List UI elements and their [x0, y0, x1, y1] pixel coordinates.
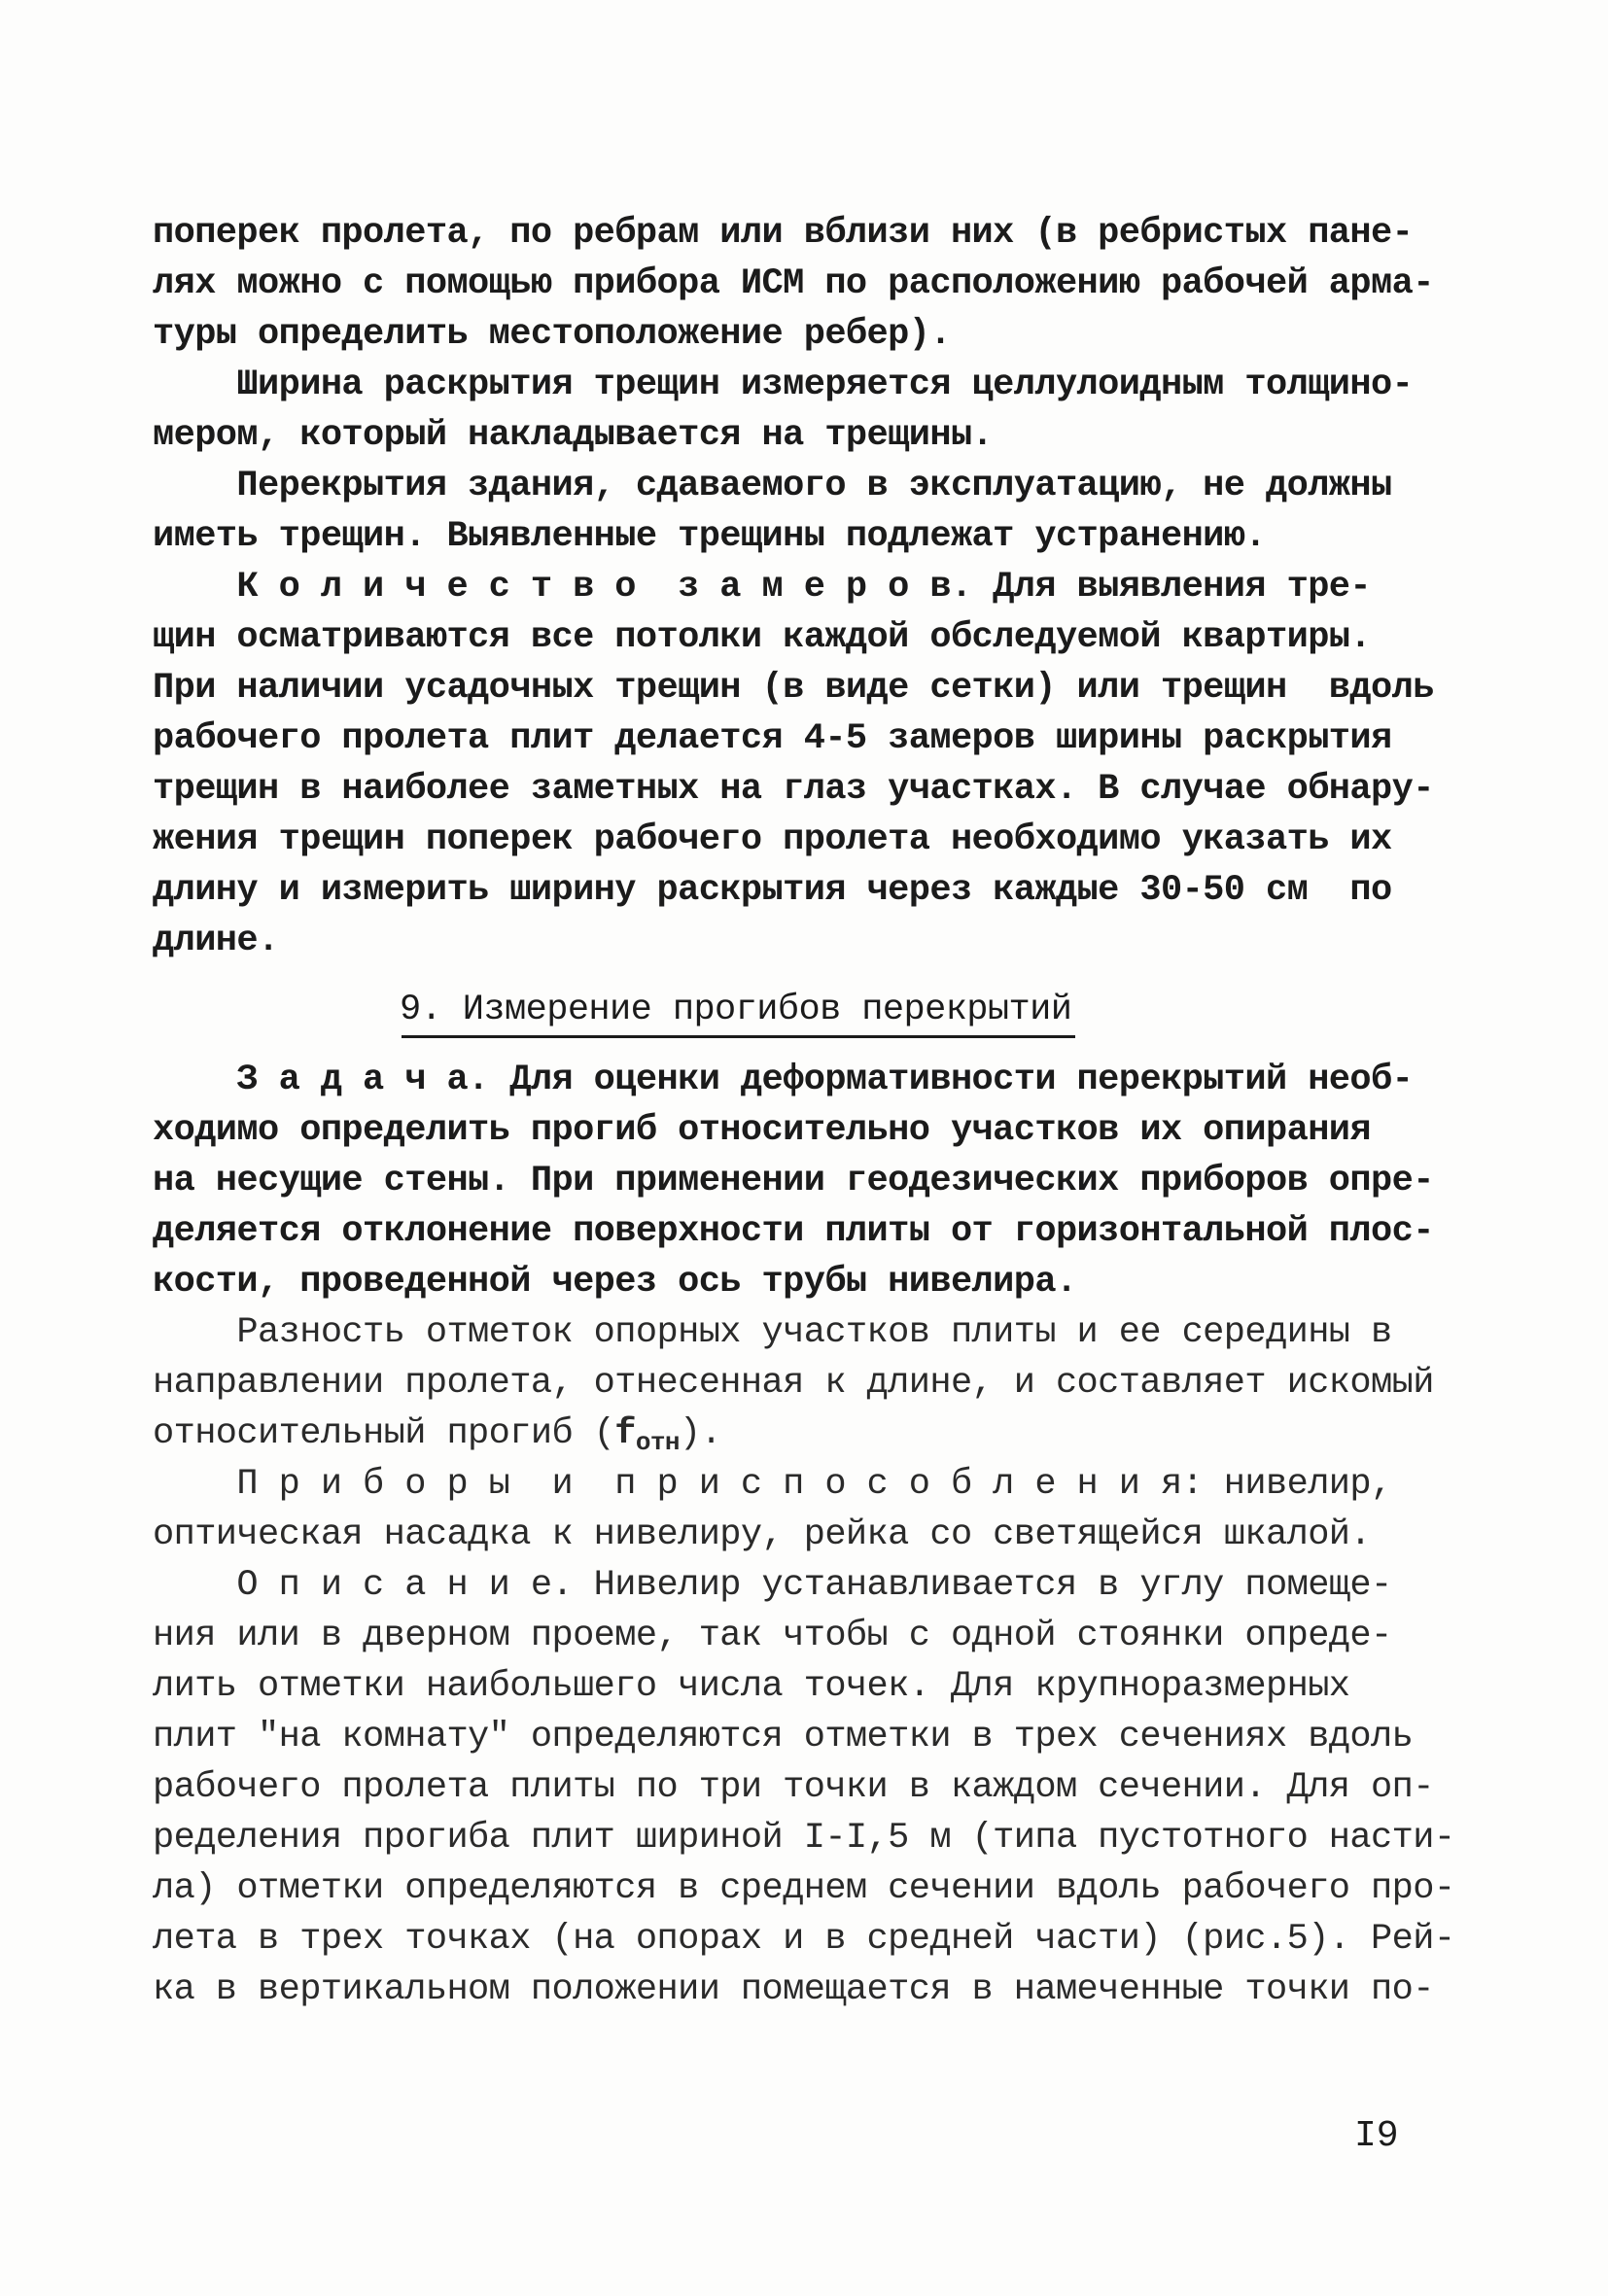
text-line: О п и с а н и е. Нивелир устанавливается в углу помеще-: [153, 1565, 1392, 1606]
text-line: Перекрытия здания, сдаваемого в эксплуатацию, не должны: [153, 466, 1392, 506]
text-line: ния или в дверном проеме, так чтобы с одной стоянки опреде-: [153, 1616, 1392, 1656]
page-number: I9: [1354, 2115, 1399, 2157]
text-line: иметь трещин. Выявленные трещины подлежат устранению.: [153, 516, 1266, 557]
text-line: оптическая насадка к нивелиру, рейка со светящейся шкалой.: [153, 1514, 1372, 1555]
text-line: ка в вертикальном положении помещается в намеченные точки по-: [153, 1969, 1434, 2010]
text-line: лить отметки наибольшего числа точек. Для крупноразмерных: [153, 1666, 1350, 1707]
formula-symbol: f: [614, 1413, 636, 1454]
text-line: длине.: [153, 921, 279, 961]
text-line: рабочего пролета плиты по три точки в каждом сечении. Для оп-: [153, 1767, 1434, 1808]
text-line: кости, проведенной через ось трубы нивелира.: [153, 1262, 1077, 1303]
text-line: ходимо определить прогиб относительно участков их опирания: [153, 1110, 1372, 1151]
text-line: жения трещин поперек рабочего пролета необходимо указать их: [153, 819, 1392, 860]
text-line: деляется отклонение поверхности плиты от горизонтальной плос-: [153, 1211, 1434, 1252]
formula-prefix: относительный прогиб (: [153, 1413, 615, 1454]
text-line: туры определить местоположение ребер).: [153, 314, 951, 355]
text-line: П р и б о р ы и п р и с п о с о б л е н и я: нивелир,: [153, 1464, 1392, 1505]
text-line: плит "на комнату" определяются отметки в трех сечениях вдоль: [153, 1717, 1414, 1757]
text-line: ределения прогиба плит шириной I-I,5 м (типа пустотного насти-: [153, 1818, 1455, 1859]
formula-suffix: ).: [679, 1413, 722, 1454]
text-line: К о л и ч е с т в о з а м е р о в. Для выявления тре-: [153, 567, 1372, 608]
text-line: трещин в наиболее заметных на глаз участках. В случае обнару-: [153, 769, 1434, 810]
text-line: Разность отметок опорных участков плиты и ее середины в: [153, 1312, 1392, 1353]
text-line: на несущие стены. При применении геодезических приборов опре-: [153, 1161, 1434, 1201]
section-heading: 9. Измерение прогибов перекрытий: [400, 990, 1072, 1030]
text-line: длину и измерить ширину раскрытия через каждые 30-50 см по: [153, 870, 1392, 911]
text-line: ла) отметки определяются в среднем сечении вдоль рабочего про-: [153, 1868, 1455, 1909]
text-line: поперек пролета, по ребрам или вблизи них (в ребристых пане-: [153, 213, 1414, 254]
text-line: лях можно с помощью прибора ИСМ по расположению рабочей арма-: [153, 263, 1434, 304]
text-line: рабочего пролета плит делается 4-5 замеров ширины раскрытия: [153, 718, 1392, 759]
text-line: Ширина раскрытия трещин измеряется целлулоидным толщино-: [153, 365, 1414, 405]
text-line: направлении пролета, отнесенная к длине, и составляет искомый: [153, 1363, 1434, 1404]
text-line: З а д а ч а. Для оценки деформативности перекрытий необ-: [153, 1060, 1414, 1100]
text-line: лета в трех точках (на опорах и в средней части) (рис.5). Рей-: [153, 1919, 1455, 1960]
formula-subscript: отн: [635, 1428, 680, 1457]
text-line: При наличии усадочных трещин (в виде сетки) или трещин вдоль: [153, 668, 1434, 709]
heading-underline: [402, 1035, 1075, 1038]
text-line: мером, который накладывается на трещины.: [153, 415, 994, 456]
text-line: щин осматриваются все потолки каждой обследуемой квартиры.: [153, 617, 1372, 658]
